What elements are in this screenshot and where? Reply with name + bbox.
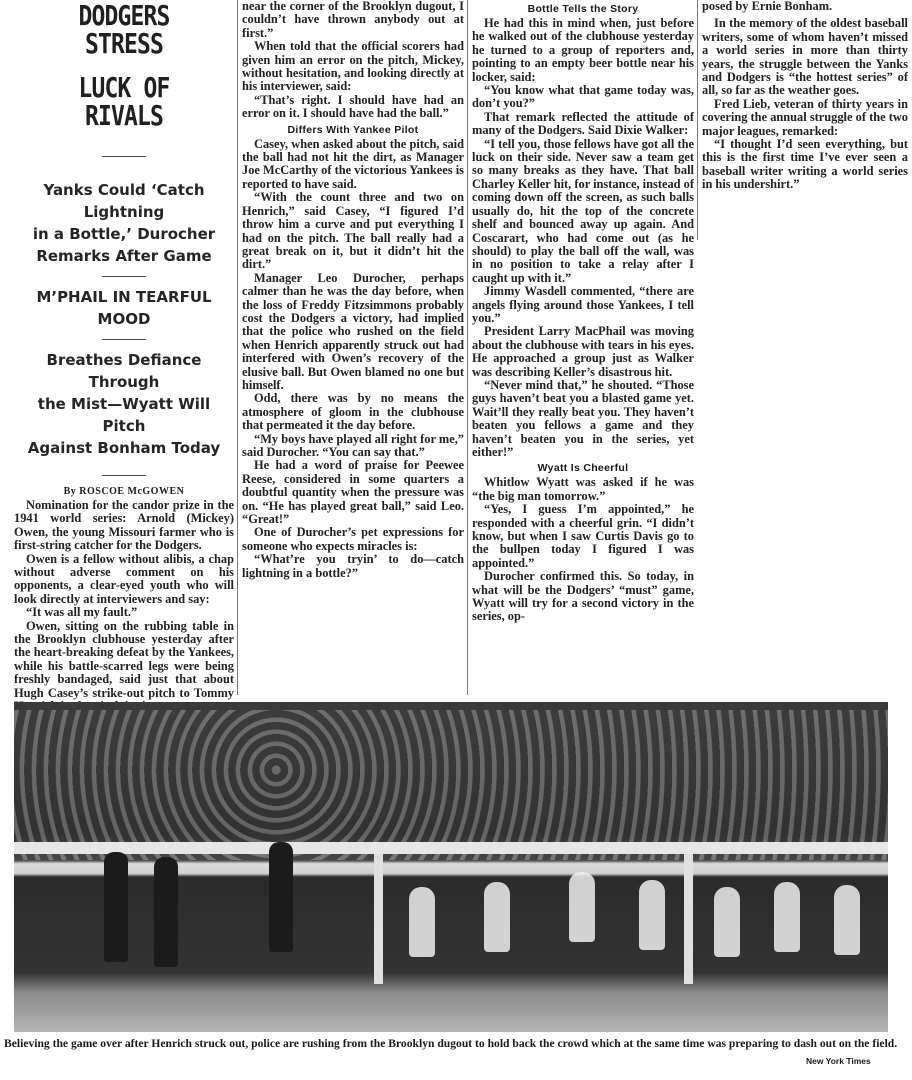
divider	[102, 276, 146, 277]
column-1	[14, 0, 234, 781]
dugout-rail	[14, 842, 888, 854]
player-figure	[834, 885, 860, 955]
photo-caption: Believing the game over after Henrich struck out, police are rushing from the Brooklyn dugout to hold back the crowd which at the same time was preparing to dash out on the field.	[4, 1037, 898, 1050]
player-figure	[639, 880, 665, 950]
crowd-area	[14, 710, 888, 860]
deck-3-line-3: Against Bonham Today	[27, 439, 221, 457]
divider	[102, 156, 146, 157]
subhead-differs: Differs With Yankee Pilot	[287, 123, 419, 136]
paragraph: “That’s right. I should have had an error on it. I should have had the ball.”	[242, 92, 464, 121]
paragraph: “My boys have played all right for me,” said Durocher. “You can say that.”	[242, 431, 464, 459]
deck-3-line-2: the Mist—Wyatt Will Pitch	[37, 395, 211, 435]
paragraph: Casey, when asked about the pitch, said the ball had not hit the dirt, as Manager Joe McCarthy of the victorious Yankees is reported to have said.	[242, 136, 464, 191]
paragraph: President Larry MacPhail was moving about the clubhouse with tears in his eyes. He approached a group just as Walker was describing Keller’s disastrous hit.	[472, 324, 694, 379]
paragraph: posed by Ernie Bonham.	[702, 0, 833, 13]
paragraph: “What’re you tryin’ to do—catch lightning in a bottle?”	[242, 552, 464, 580]
paragraph: near the corner of the Brooklyn dugout, I couldn’t have thrown anybody out at first.”	[242, 0, 464, 40]
deck-1-line-3: Remarks After Game	[36, 247, 212, 265]
headline-line-2: LUCK OF RIVALS	[78, 71, 170, 132]
divider	[102, 339, 146, 340]
divider	[102, 475, 146, 476]
paragraph: When told that the official scorers had given him an error on the pitch, Mickey, without hesitation, and looking directly at his interviewer, said:	[242, 39, 464, 94]
paragraph: Odd, there was by no means the atmosphere of gloom in the clubhouse that permeated it the day before.	[242, 391, 464, 433]
column-rule	[237, 0, 238, 695]
column-rule	[467, 0, 468, 695]
paragraph: Fred Lieb, veteran of thirty years in covering the annual struggle of the two major leagues, remarked:	[702, 96, 908, 138]
paragraph: Durocher confirmed this. So today, in what will be the Dodgers’ “must” game, Wyatt will try for a second victory in the series, op-	[472, 569, 694, 624]
player-figure	[409, 887, 435, 957]
paragraph: “With the count three and two on Henrich,” said Casey, “I figured I’d throw him a curve and put everything I had on the pitch. The ball really had a great break on it, but it didn’t hit the dirt.”	[242, 190, 464, 272]
headline-line-1: DODGERS STRESS	[78, 0, 170, 60]
paragraph: “I tell you, those fellows have got all the luck on their side. Never saw a team get so many breaks as they have. That ball Charley Keller hit, for instance, instead of coming down off the screen, as such balls usually do, hit the top of the concrete shelf and bounced away up again. And Coscarart, who had come out (as he should) to play the ball off the wall, was in no position to take a relay after I caught up with it.”	[472, 136, 694, 285]
paragraph: Whitlow Wyatt was asked if he was “the big man tomorrow.”	[472, 475, 694, 503]
paragraph: He had a word of praise for Peewee Reese, considered in some quarters a doubtful quantity when the pressure was on. “He has played great ball,” said Leo. “Great!”	[242, 458, 464, 527]
paragraph: In the memory of the oldest baseball writers, some of whom haven’t missed a world series in more than thirty years, the struggle between the Yanks and Dodgers is “the hottest series” of all, so far as the weather goes.	[702, 16, 908, 98]
column-3	[472, 0, 694, 624]
deck-3-line-1: Breathes Defiance Through	[46, 351, 202, 391]
deck-1-line-1: Yanks Could ‘Catch Lightning	[43, 181, 205, 221]
paragraph: One of Durocher’s pet expressions for someone who expects miracles is:	[242, 525, 464, 553]
dugout-photo	[14, 702, 888, 1032]
dugout-post	[684, 854, 693, 984]
subhead-bottle: Bottle Tells the Story	[527, 3, 639, 15]
column-4	[702, 0, 908, 192]
player-figure	[774, 882, 800, 952]
paragraph: “Never mind that,” he shouted. “Those guys haven’t beat you a blasted game yet. Wait’ll they really beat you. They haven’t beaten you fellows a game and they haven’t beaten you in the series, yet either!”	[472, 377, 694, 459]
player-figure	[714, 887, 740, 957]
paragraph: Owen is a fellow without alibis, a chap without adverse comment on his opponents, a clear-eyed youth who will look directly at interviewers and say:	[14, 551, 234, 606]
deck-2: M’PHAIL IN TEARFUL MOOD	[36, 288, 212, 328]
column-2	[242, 0, 464, 580]
dugout-post	[374, 854, 383, 984]
paragraph: “Yes, I guess I’m appointed,” he responded with a cheerful grin. “I didn’t know, but when I saw Curtis Davis go to the bullpen today I figured I was appointed.”	[472, 502, 694, 570]
paragraph: “You know what that game today was, don’t you?”	[472, 83, 694, 111]
police-figure	[104, 852, 128, 962]
paragraph: Owen, sitting on the rubbing table in the Brooklyn clubhouse yesterday after the heart-breaking defeat by the Yankees, while his battle-scarred legs were being freshly bandaged, said just that about Hugh Casey’s strike-out pitch to Tommy	[14, 618, 234, 700]
photo-credit: New York Times	[806, 1056, 871, 1066]
paragraph: Jimmy Wasdell commented, “there are angels flying around those Yankees, I tell you.”	[472, 284, 694, 325]
column-rule	[697, 0, 698, 240]
police-figure	[269, 842, 293, 952]
player-figure	[484, 882, 510, 952]
byline: By ROSCOE McGOWEN	[63, 486, 185, 497]
deck-1-line-2: in a Bottle,’ Durocher	[32, 225, 216, 243]
paragraph: Nomination for the candor prize in the 1941 world series: Arnold (Mickey) Owen, the young Missouri farmer who is first-string catcher for the Dodgers.	[14, 498, 234, 553]
paragraph: He had this in mind when, just before he walked out of the clubhouse yesterday he turned to a group of reporters and, pointing to an empty beer bottle near his locker, said:	[472, 16, 694, 84]
subhead-wyatt: Wyatt Is Cheerful	[537, 462, 629, 475]
player-figure	[569, 872, 595, 942]
paragraph: “I thought I’d seen everything, but this is the first time I’ve ever seen a baseball writer writing a world series in his undershirt.”	[702, 137, 908, 192]
paragraph: That remark reflected the attitude of many of the Dodgers. Said Dixie Walker:	[472, 109, 694, 138]
paragraph: “It was all my fault.”	[26, 605, 138, 620]
paragraph: Manager Leo Durocher, perhaps calmer than he was the day before, when the loss of Freddy Fitzsimmons probably cost the Dodgers a victory, had implied that the police who rushed on the field when Henrich apparently struck out had interfered with Owen’s recovery of the elusive ball. But Owen blamed no one but himself.	[242, 270, 464, 392]
police-figure	[154, 857, 178, 967]
